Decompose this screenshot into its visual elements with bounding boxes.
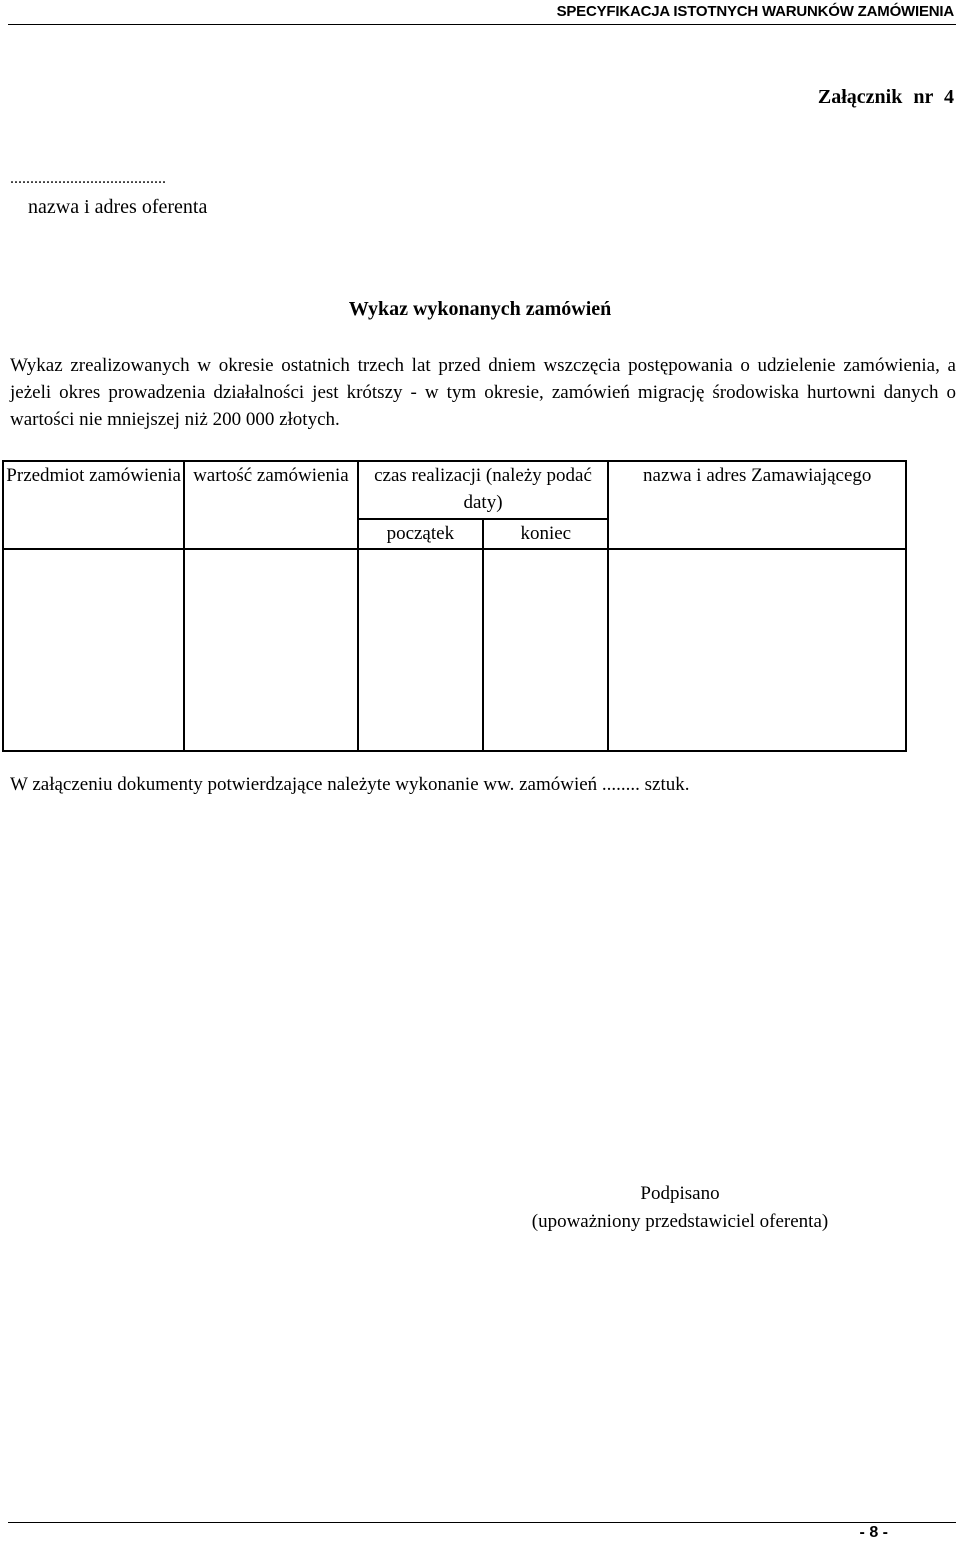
header-divider <box>8 24 956 25</box>
table-header-row <box>3 461 906 519</box>
header-start: początek <box>358 519 484 549</box>
document-title: Wykaz wykonanych zamówień <box>348 298 612 320</box>
header-end: koniec <box>483 519 608 549</box>
completed-orders-table <box>2 460 907 752</box>
header-client: nazwa i adres Zamawiającego <box>608 461 906 549</box>
cell-start-input[interactable] <box>358 549 484 751</box>
offeror-name-fill-line: ....................................... <box>10 170 166 187</box>
header-subject: Przedmiot zamówienia <box>3 461 184 549</box>
cell-subject-input[interactable] <box>3 549 184 751</box>
signature-label: Podpisano <box>640 1183 720 1204</box>
attachment-number: Załącznik nr 4 <box>817 86 954 108</box>
cell-client-input[interactable] <box>608 549 906 751</box>
cell-value-input[interactable] <box>184 549 357 751</box>
header-value: wartość zamówienia <box>184 461 357 549</box>
document-header-title: SPECYFIKACJA ISTOTNYCH WARUNKÓW ZAMÓWIENIA <box>556 3 954 20</box>
footer-divider <box>8 1522 956 1523</box>
page-number: - 8 - <box>859 1524 888 1541</box>
intro-paragraph: Wykaz zrealizowanych w okresie ostatnich trzech lat przed dniem wszczęcia postępowania o udzielenie zamówienia, a jeżeli okres prowadzenia działalności jest krótszy - w tym okresie, zamówień migrację środowiska hurtowni danych o wartości nie mniejszej niż 200 000 złotych. <box>10 355 956 430</box>
cell-end-input[interactable] <box>483 549 608 751</box>
signature-block <box>480 1180 880 1236</box>
offeror-label: nazwa i adres oferenta <box>28 196 208 218</box>
header-period: czas realizacji (należy podać daty) <box>358 461 609 519</box>
signature-caption: (upoważniony przedstawiciel oferenta) <box>531 1211 829 1232</box>
table-row <box>3 549 906 751</box>
attachments-note: W załączeniu dokumenty potwierdzające należyte wykonanie ww. zamówień ........ sztuk. <box>10 774 690 795</box>
